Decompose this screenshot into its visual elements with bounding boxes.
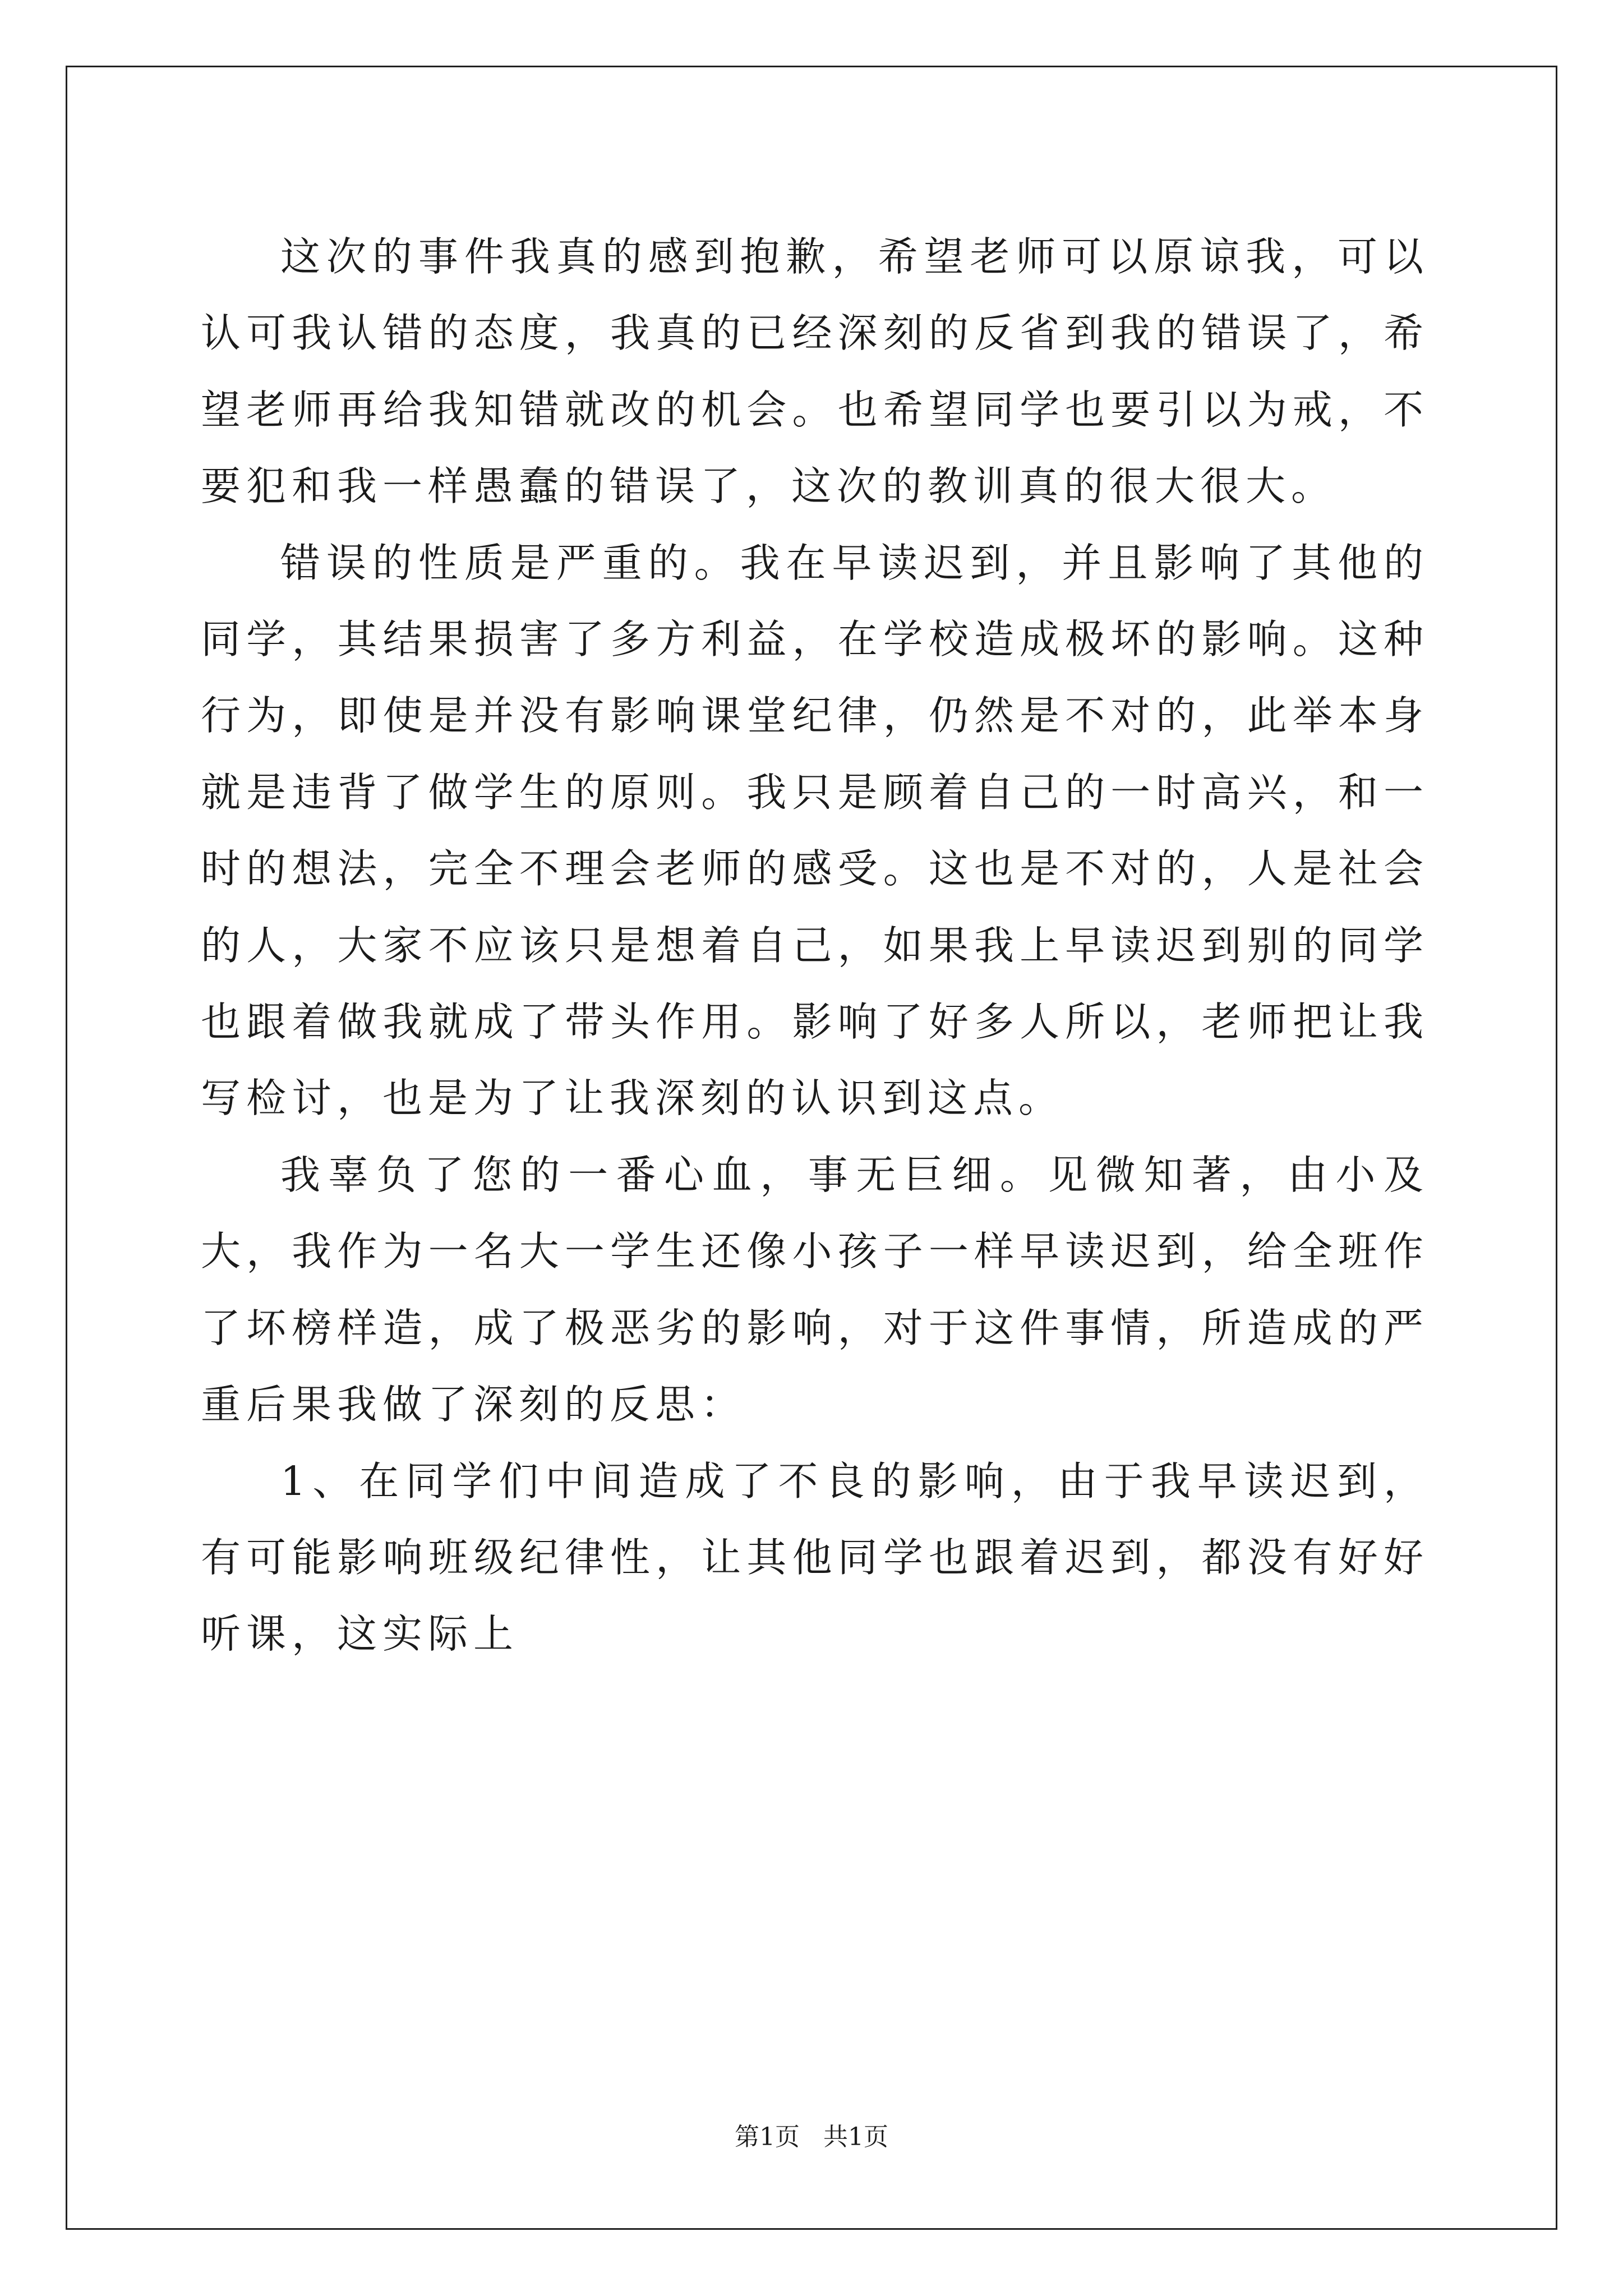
- paragraph-1: 这次的事件我真的感到抱歉，希望老师可以原谅我，可以认可我认错的态度，我真的已经深刻的反省到我的错误了，希望老师再给我知错就改的机会。也希望同学也要引以为戒，不要犯和我一样愚蠢的错误了，这次的教训真的很大很大。: [201, 233, 1429, 510]
- paragraph-3: 我辜负了您的一番心血，事无巨细。见微知著，由小及大，我作为一名大一学生还像小孩子一样早读迟到，给全班作了坏榜样造，成了极恶劣的影响，对于这件事情，所造成的严重后果我做了深刻的反思：: [201, 1151, 1429, 1428]
- page-footer: [0, 2120, 1623, 2154]
- paragraph-4: 1、在同学们中间造成了不良的影响，由于我早读迟到，有可能影响班级纪律性，让其他同学也跟着迟到，都没有好好听课，这实际上: [201, 1457, 1429, 1658]
- page-number-current: 第1页: [735, 2123, 800, 2151]
- paragraph-2: 错误的性质是严重的。我在早读迟到，并且影响了其他的同学，其结果损害了多方利益，在学校造成极坏的影响。这种行为，即使是并没有影响课堂纪律，仍然是不对的，此举本身就是违背了做学生的原则。我只是顾着自己的一时高兴，和一时的想法，完全不理会老师的感受。这也是不对的，人是社会的人，大家不应该只是想着自己，如果我上早读迟到别的同学也跟着做我就成了带头作用。影响了好多人所以，老师把让我写检讨，也是为了让我深刻的认识到这点。: [201, 539, 1429, 1122]
- page-number-total: 共1页: [823, 2123, 888, 2151]
- document-body: [201, 219, 1429, 1673]
